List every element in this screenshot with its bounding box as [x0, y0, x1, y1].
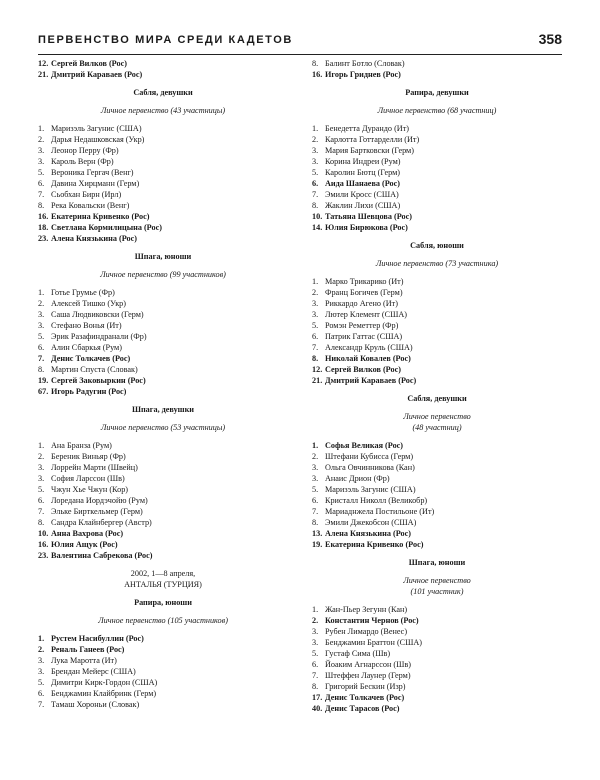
athlete-name: Димитри Кирк-Гордон (США) [51, 678, 158, 687]
place-number: 2. [38, 299, 45, 308]
place-number: 23. [38, 234, 49, 243]
result-entry [312, 178, 562, 189]
place-number: 6. [38, 496, 45, 505]
result-entry [312, 692, 562, 703]
championship-venue: 2002, 1—8 апреля, [130, 569, 196, 578]
result-entry [38, 517, 288, 528]
spacer [38, 590, 288, 597]
championship-venue: АНТАЛЬЯ (ТУРЦИЯ) [124, 580, 202, 589]
athlete-name: Григорий Бескин (Изр) [325, 682, 406, 691]
athlete-name: Екатерина Кривенко (Рос) [325, 540, 424, 549]
result-entry [312, 484, 562, 495]
athlete-name: Сергей Заковыркин (Рос) [51, 376, 146, 385]
place-number: 1. [312, 124, 319, 133]
athlete-name: Бенджамин Клайбринк (Герм) [51, 689, 157, 698]
result-entry [38, 462, 288, 473]
event-subtitle: Личное первенство (105 участников) [98, 616, 228, 625]
result-entry [38, 309, 288, 320]
result-entry [312, 528, 562, 539]
athlete-name: Дмитрий Караваев (Рос) [51, 70, 143, 79]
athlete-name: Каролин Бютц (Герм) [325, 168, 401, 177]
result-entry [312, 200, 562, 211]
spacer [38, 116, 288, 123]
athlete-name: Корина Индреи (Рум) [325, 157, 401, 166]
athlete-name: Анна Вахрова (Рос) [51, 529, 124, 538]
result-entry [312, 604, 562, 615]
athlete-name: Жаклин Лихи (США) [325, 201, 401, 210]
place-number: 3. [312, 638, 319, 647]
athlete-name: Вероника Гергач (Венг) [51, 168, 134, 177]
place-number: 6. [312, 179, 319, 188]
place-number: 1. [38, 634, 45, 643]
place-number: 3. [38, 310, 45, 319]
result-entry [312, 681, 562, 692]
result-entry [312, 69, 562, 80]
athlete-name: Игорь Гриднев (Рос) [325, 70, 401, 79]
result-entry [312, 309, 562, 320]
place-number: 1. [38, 441, 45, 450]
place-number: 7. [312, 507, 319, 516]
result-entry [312, 287, 562, 298]
place-number: 6. [312, 332, 319, 341]
place-number: 18. [38, 223, 49, 232]
event-heading: Шпага, юноши [134, 252, 192, 261]
event-heading: Шпага, юноши [408, 558, 466, 567]
place-number: 3. [312, 310, 319, 319]
athlete-name: Мария Бартковски (Герм) [325, 146, 414, 155]
place-number: 8. [312, 354, 319, 363]
place-number: 2. [312, 135, 319, 144]
place-number: 3. [38, 321, 45, 330]
athlete-name: Бенджамин Браттон (США) [325, 638, 423, 647]
place-number: 14. [312, 223, 323, 232]
result-entry [312, 364, 562, 375]
place-number: 17. [312, 693, 323, 702]
athlete-name: Мариаднжела Постильоне (Ит) [325, 507, 435, 516]
spacer [312, 98, 562, 105]
event-heading: Сабля, девушки [133, 88, 193, 97]
athlete-name: Ромэн Реметтер (Фр) [325, 321, 399, 330]
athlete-name: Леонор Перру (Фр) [51, 146, 119, 155]
place-number: 5. [312, 649, 319, 658]
result-entry [312, 276, 562, 287]
result-entry [38, 222, 288, 233]
result-entry [312, 648, 562, 659]
athlete-name: Николай Ковалев (Рос) [325, 354, 411, 363]
place-number: 1. [38, 288, 45, 297]
place-number: 21. [312, 376, 323, 385]
spacer [38, 561, 288, 568]
left-column [38, 58, 288, 710]
place-number: 12. [38, 59, 49, 68]
athlete-name: Татьяна Шевцова (Рос) [325, 212, 412, 221]
athlete-name: Денис Тарасов (Рос) [325, 704, 400, 713]
place-number: 16. [38, 540, 49, 549]
spacer [38, 98, 288, 105]
place-number: 13. [312, 529, 323, 538]
place-number: 19. [38, 376, 49, 385]
spacer [312, 233, 562, 240]
athlete-name: Саша Людвиковски (Герм) [51, 310, 144, 319]
athlete-name: Алена Князькина (Рос) [51, 234, 137, 243]
result-entry [312, 298, 562, 309]
athlete-name: Мартин Спуста (Словак) [51, 365, 138, 374]
athlete-name: Рубен Лимардо (Венес) [325, 627, 408, 636]
event-subtitle: (101 участник) [410, 587, 464, 596]
spacer [38, 244, 288, 251]
event-subtitle: Личное первенство (43 участницы) [100, 106, 226, 115]
spacer [38, 280, 288, 287]
place-number: 8. [38, 518, 45, 527]
athlete-name: Анаис Дрион (Фр) [325, 474, 390, 483]
spacer [312, 269, 562, 276]
athlete-name: Стефано Вонья (Ит) [51, 321, 122, 330]
athlete-name: Сергей Вилков (Рос) [51, 59, 127, 68]
athlete-name: Дарья Недашковская (Укр) [51, 135, 145, 144]
athlete-name: Валентина Сабрекова (Рос) [51, 551, 153, 560]
result-entry [38, 287, 288, 298]
result-entry [38, 211, 288, 222]
result-entry [38, 484, 288, 495]
result-entry [38, 506, 288, 517]
result-entry [38, 688, 288, 699]
place-number: 6. [38, 179, 45, 188]
result-entry [38, 178, 288, 189]
athlete-name: Риккардо Агено (Ит) [325, 299, 398, 308]
result-entry [312, 615, 562, 626]
result-entry [312, 353, 562, 364]
place-number: 5. [38, 678, 45, 687]
athlete-name: София Ларссон (Шв) [51, 474, 125, 483]
place-number: 67. [38, 387, 49, 396]
place-number: 23. [38, 551, 49, 560]
result-entry [312, 331, 562, 342]
athlete-name: Денис Толкачев (Рос) [325, 693, 405, 702]
result-entry [38, 364, 288, 375]
place-number: 2. [312, 288, 319, 297]
place-number: 3. [312, 474, 319, 483]
result-entry [38, 495, 288, 506]
result-entry [38, 189, 288, 200]
event-subtitle: Личное первенство [403, 412, 471, 421]
athlete-name: Юлия Бирюкова (Рос) [325, 223, 408, 232]
athlete-name: Реналь Ганеев (Рос) [51, 645, 125, 654]
result-entry [312, 495, 562, 506]
athlete-name: Густаф Сима (Шв) [325, 649, 391, 658]
athlete-name: Лютер Клемент (США) [325, 310, 408, 319]
spacer [312, 80, 562, 87]
athlete-name: Денис Толкачев (Рос) [51, 354, 131, 363]
place-number: 8. [312, 518, 319, 527]
place-number: 16. [38, 212, 49, 221]
place-number: 1. [312, 277, 319, 286]
place-number: 5. [312, 168, 319, 177]
result-entry [312, 156, 562, 167]
place-number: 7. [38, 354, 45, 363]
place-number: 7. [38, 507, 45, 516]
athlete-name: Рустем Насибуллин (Рос) [51, 634, 144, 643]
athlete-name: Йоаким Агнарссон (Шв) [325, 660, 411, 669]
place-number: 3. [312, 299, 319, 308]
athlete-name: Эльке Бирткельмер (Герм) [51, 507, 143, 516]
athlete-name: Маризэль Загунис (США) [51, 124, 142, 133]
result-entry [38, 58, 288, 69]
result-entry [312, 517, 562, 528]
athlete-name: Алексей Тишко (Укр) [51, 299, 126, 308]
place-number: 8. [312, 201, 319, 210]
place-number: 8. [38, 365, 45, 374]
athlete-name: Франц Богичев (Герм) [325, 288, 403, 297]
result-entry [38, 699, 288, 710]
event-subtitle: Личное первенство (73 участника) [375, 259, 499, 268]
result-entry [38, 353, 288, 364]
athlete-name: Лука Маротта (Ит) [51, 656, 117, 665]
place-number: 7. [312, 671, 319, 680]
result-entry [312, 462, 562, 473]
place-number: 5. [38, 332, 45, 341]
event-subtitle: (48 участниц) [412, 423, 462, 432]
spacer [312, 433, 562, 440]
result-entry [312, 222, 562, 233]
place-number: 1. [312, 605, 319, 614]
place-number: 5. [312, 485, 319, 494]
result-entry [312, 189, 562, 200]
athlete-name: Балинт Ботло (Словак) [325, 59, 405, 68]
spacer [38, 433, 288, 440]
athlete-name: Марко Трикарико (Ит) [325, 277, 404, 286]
event-heading: Сабля, девушки [407, 394, 467, 403]
athlete-name: Тамаш Хороньи (Словак) [51, 700, 140, 709]
spacer [312, 597, 562, 604]
athlete-name: Светлана Кормилицына (Рос) [51, 223, 162, 232]
event-heading: Рапира, юноши [134, 598, 192, 607]
result-entry [312, 539, 562, 550]
page-title: ПЕРВЕНСТВО МИРА СРЕДИ КАДЕТОВ [38, 34, 293, 46]
place-number: 3. [38, 667, 45, 676]
place-number: 6. [38, 689, 45, 698]
athlete-name: Константин Чернов (Рос) [325, 616, 419, 625]
athlete-name: Юлия Ащук (Рос) [51, 540, 118, 549]
place-number: 3. [38, 474, 45, 483]
result-entry [312, 375, 562, 386]
result-entry [312, 440, 562, 451]
athlete-name: Береник Виньяр (Фр) [51, 452, 126, 461]
place-number: 2. [38, 135, 45, 144]
athlete-name: Эмили Джекобсон (США) [325, 518, 417, 527]
athlete-name: Лоррейн Марти (Швейц) [51, 463, 138, 472]
athlete-name: Бенедетта Дурандо (Ит) [325, 124, 410, 133]
place-number: 10. [312, 212, 323, 221]
page-number: 358 [538, 31, 562, 47]
spacer [312, 251, 562, 258]
athlete-name: Сандра Клайнбергер (Австр) [51, 518, 152, 527]
spacer [38, 626, 288, 633]
spacer [38, 608, 288, 615]
result-entry [312, 58, 562, 69]
place-number: 3. [312, 627, 319, 636]
place-number: 7. [312, 190, 319, 199]
result-entry [38, 167, 288, 178]
athlete-name: Екатерина Кривенко (Рос) [51, 212, 150, 221]
result-entry [312, 134, 562, 145]
place-number: 3. [312, 157, 319, 166]
result-entry [312, 637, 562, 648]
result-entry [38, 69, 288, 80]
athlete-name: Давина Хирцманн (Герм) [51, 179, 140, 188]
place-number: 8. [312, 682, 319, 691]
event-subtitle: Личное первенство [403, 576, 471, 585]
result-entry [38, 539, 288, 550]
place-number: 3. [312, 146, 319, 155]
spacer [38, 397, 288, 404]
result-entry [38, 655, 288, 666]
result-entry [312, 451, 562, 462]
athlete-name: Ольга Овчинникова (Кан) [325, 463, 415, 472]
result-entry [38, 633, 288, 644]
athlete-name: Готье Грумье (Фр) [51, 288, 115, 297]
athlete-name: Сергей Вилков (Рос) [325, 365, 401, 374]
place-number: 7. [312, 343, 319, 352]
result-entry [38, 200, 288, 211]
result-entry [38, 528, 288, 539]
spacer [38, 415, 288, 422]
athlete-name: Александр Круль (США) [325, 343, 413, 352]
athlete-name: Чжун Хье Чжун (Кор) [51, 485, 129, 494]
result-entry [38, 320, 288, 331]
place-number: 6. [38, 343, 45, 352]
result-entry [38, 386, 288, 397]
place-number: 2. [312, 616, 319, 625]
athlete-name: Река Ковальски (Венг) [51, 201, 130, 210]
athlete-name: Жан-Пьер Зегунн (Кан) [325, 605, 408, 614]
spacer [312, 568, 562, 575]
result-entry [38, 677, 288, 688]
result-entry [38, 156, 288, 167]
result-entry [38, 440, 288, 451]
place-number: 3. [38, 656, 45, 665]
result-entry [38, 123, 288, 134]
result-entry [312, 167, 562, 178]
place-number: 2. [38, 452, 45, 461]
result-entry [312, 626, 562, 637]
place-number: 1. [38, 124, 45, 133]
athlete-name: Штефани Кубисса (Герм) [325, 452, 414, 461]
place-number: 2. [38, 645, 45, 654]
result-entry [38, 451, 288, 462]
event-subtitle: Личное первенство (99 участников) [100, 270, 226, 279]
place-number: 21. [38, 70, 49, 79]
place-number: 8. [38, 201, 45, 210]
place-number: 3. [38, 157, 45, 166]
event-heading: Сабля, юноши [410, 241, 464, 250]
athlete-name: Карлотта Готтарделли (Ит) [325, 135, 420, 144]
result-entry [38, 233, 288, 244]
result-entry [38, 342, 288, 353]
athlete-name: Аида Шанаева (Рос) [325, 179, 400, 188]
athlete-name: Софья Великая (Рос) [325, 441, 404, 450]
athlete-name: Эмили Кросс (США) [325, 190, 399, 199]
spacer [312, 116, 562, 123]
result-entry [312, 473, 562, 484]
result-entry [312, 703, 562, 714]
athlete-name: Ана Бранза (Рум) [51, 441, 112, 450]
result-entry [38, 134, 288, 145]
spacer [38, 80, 288, 87]
place-number: 1. [312, 441, 319, 450]
event-heading: Рапира, девушки [405, 88, 469, 97]
athlete-name: Кристалл Николл (Великобр) [325, 496, 428, 505]
place-number: 7. [38, 700, 45, 709]
result-entry [312, 659, 562, 670]
result-entry [312, 506, 562, 517]
result-entry [38, 666, 288, 677]
result-entry [38, 644, 288, 655]
result-entry [38, 145, 288, 156]
place-number: 19. [312, 540, 323, 549]
spacer [38, 262, 288, 269]
event-heading: Шпага, девушки [131, 405, 195, 414]
result-entry [38, 473, 288, 484]
athlete-name: Брендан Мейерс (США) [51, 667, 136, 676]
result-entry [38, 550, 288, 561]
result-entry [38, 375, 288, 386]
right-column [312, 58, 562, 714]
athlete-name: Алена Князькина (Рос) [325, 529, 411, 538]
result-entry [38, 331, 288, 342]
place-number: 40. [312, 704, 323, 713]
result-entry [312, 145, 562, 156]
place-number: 16. [312, 70, 323, 79]
result-entry [312, 670, 562, 681]
athlete-name: Лоредана Иордэчойю (Рум) [51, 496, 148, 505]
athlete-name: Кароль Верн (Фр) [51, 157, 114, 166]
athlete-name: Эрик Разафиндранали (Фр) [51, 332, 147, 341]
spacer [312, 386, 562, 393]
result-entry [38, 298, 288, 309]
place-number: 7. [38, 190, 45, 199]
athlete-name: Сьобхан Бирн (Ирл) [51, 190, 122, 199]
athlete-name: Алин Сбаркья (Рум) [51, 343, 122, 352]
place-number: 6. [312, 496, 319, 505]
event-subtitle: Личное первенство (68 участниц) [377, 106, 497, 115]
spacer [312, 550, 562, 557]
result-entry [312, 123, 562, 134]
place-number: 10. [38, 529, 49, 538]
place-number: 8. [312, 59, 319, 68]
athlete-name: Дмитрий Караваев (Рос) [325, 376, 417, 385]
result-entry [312, 320, 562, 331]
athlete-name: Игорь Радугин (Рос) [51, 387, 127, 396]
place-number: 5. [312, 321, 319, 330]
event-subtitle: Личное первенство (53 участницы) [100, 423, 226, 432]
athlete-name: Патрик Гаттас (США) [325, 332, 403, 341]
page-header [38, 32, 562, 55]
place-number: 3. [38, 146, 45, 155]
place-number: 5. [38, 168, 45, 177]
spacer [312, 404, 562, 411]
place-number: 2. [312, 452, 319, 461]
athlete-name: Маризэль Загунис (США) [325, 485, 416, 494]
result-entry [312, 211, 562, 222]
place-number: 12. [312, 365, 323, 374]
place-number: 6. [312, 660, 319, 669]
place-number: 3. [38, 463, 45, 472]
place-number: 5. [38, 485, 45, 494]
result-entry [312, 342, 562, 353]
athlete-name: Штеффен Лаунер (Герм) [325, 671, 411, 680]
place-number: 3. [312, 463, 319, 472]
